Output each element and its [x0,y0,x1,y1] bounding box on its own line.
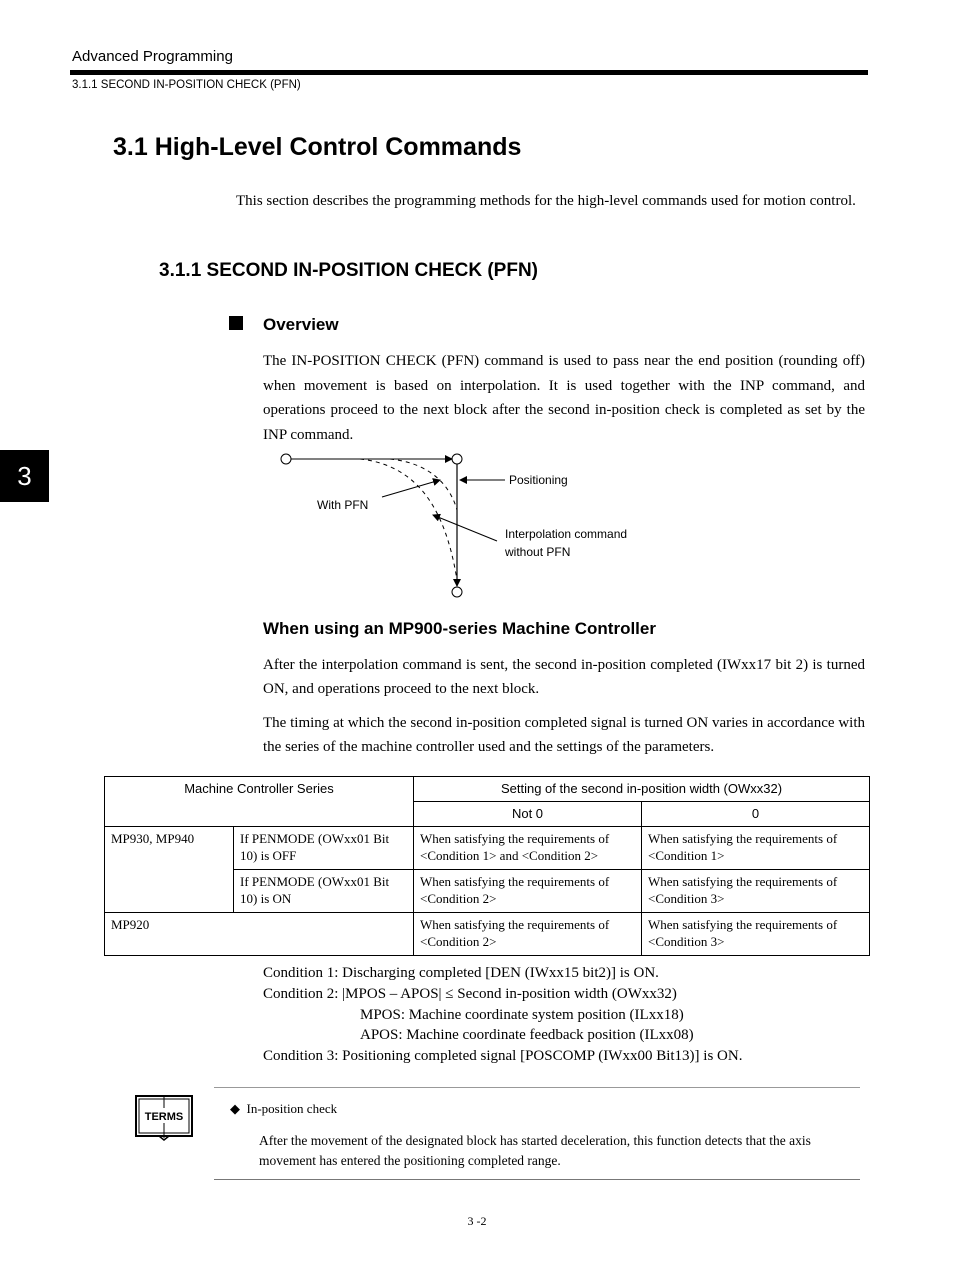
end-point [452,587,462,597]
table-cell-not0: When satisfying the requirements of <Condition 2> [414,870,642,913]
running-header-title: Advanced Programming [72,48,233,65]
table-header-setting: Setting of the second in-position width (OWxx32) [414,777,870,802]
condition-2: Condition 2: |MPOS – APOS| ≤ Second in-position width (OWxx32) [263,985,677,1002]
condition-2-apos: APOS: Machine coordinate feedback position (ILxx08) [360,1027,694,1044]
chapter-tab: 3 [0,450,49,502]
label-with-pfn: With PFN [317,498,369,512]
terms-rule-bottom [214,1179,860,1180]
terms-rule-top [214,1087,860,1088]
terms-body: After the movement of the designated block has started deceleration, this function detects that the axis movement has entered the positioning completed range. [259,1133,811,1168]
section-title: 3.1 High-Level Control Commands [113,133,522,161]
table-header-zero: 0 [642,802,870,827]
terms-icon-label: TERMS [144,1111,184,1123]
mp900-paragraph-2: The timing at which the second in-position completed signal is turned ON varies in accordance with the series of the machine controller used and the settings of the parameters. [263,715,865,755]
condition-1: Condition 1: Discharging completed [DEN (IWxx15 bit2)] is ON. [263,965,659,981]
page-number: 3 -2 [467,1214,487,1228]
table-cell-zero: When satisfying the requirements of <Condition 3> [642,870,870,913]
interpolation-curve [360,459,457,580]
diamond-bullet-icon: ◆ [230,1101,240,1116]
header-rule [70,70,868,75]
with-pfn-pointer [382,480,440,497]
subsection-title: 3.1.1 SECOND IN-POSITION CHECK (PFN) [159,260,538,281]
label-positioning: Positioning [509,473,568,487]
table-cell-series: MP930, MP940 [105,827,234,913]
table-header-series: Machine Controller Series [105,777,414,827]
condition-2-mpos: MPOS: Machine coordinate system position (ILxx18) [360,1006,684,1023]
mp900-paragraph-1: After the interpolation command is sent, the second in-position completed (IWxx17 bit 2) is turned ON, and operations proceed to the next block. [263,657,865,697]
table-cell-not0: When satisfying the requirements of <Condition 1> and <Condition 2> [414,827,642,870]
table-cell-mode: If PENMODE (OWxx01 Bit 10) is OFF [234,827,414,870]
overview-heading: Overview [263,315,339,334]
terms-book-icon [133,1092,195,1142]
terms-heading-line [230,1101,337,1117]
label-interpolation-line1: Interpolation command [505,527,628,541]
table-cell-mode: If PENMODE (OWxx01 Bit 10) is ON [234,870,414,913]
terms-heading: In-position check [246,1101,338,1116]
table-header-not0: Not 0 [414,802,642,827]
table-cell-zero: When satisfying the requirements of <Condition 1> [642,827,870,870]
table-cell-zero: When satisfying the requirements of <Condition 3> [642,913,870,956]
conditions-list [263,963,742,1067]
timing-table [104,776,870,956]
section-intro: This section describes the programming methods for the high-level commands used for motion control. [236,193,856,209]
table-cell-not0: When satisfying the requirements of <Condition 2> [414,913,642,956]
condition-3: Condition 3: Positioning completed signal [POSCOMP (IWxx00 Bit13)] is ON. [263,1048,743,1065]
pfn-path-diagram [240,445,660,605]
start-point [281,454,291,464]
corner-point [452,454,462,464]
square-bullet-icon [229,316,243,330]
label-interpolation-line2: without PFN [505,545,571,559]
interpolation-pointer [433,515,497,541]
overview-paragraph: The IN-POSITION CHECK (PFN) command is used to pass near the end position (rounding off) when movement is based on interpolation. It is used together with the INP command, and operations proceed to the next block after the second in-position check is completed as set by the INP command. [263,353,865,443]
running-header-subtitle: 3.1.1 SECOND IN-POSITION CHECK (PFN) [72,79,301,91]
table-cell-series: MP920 [105,913,414,956]
mp900-heading: When using an MP900-series Machine Controller [263,619,656,638]
